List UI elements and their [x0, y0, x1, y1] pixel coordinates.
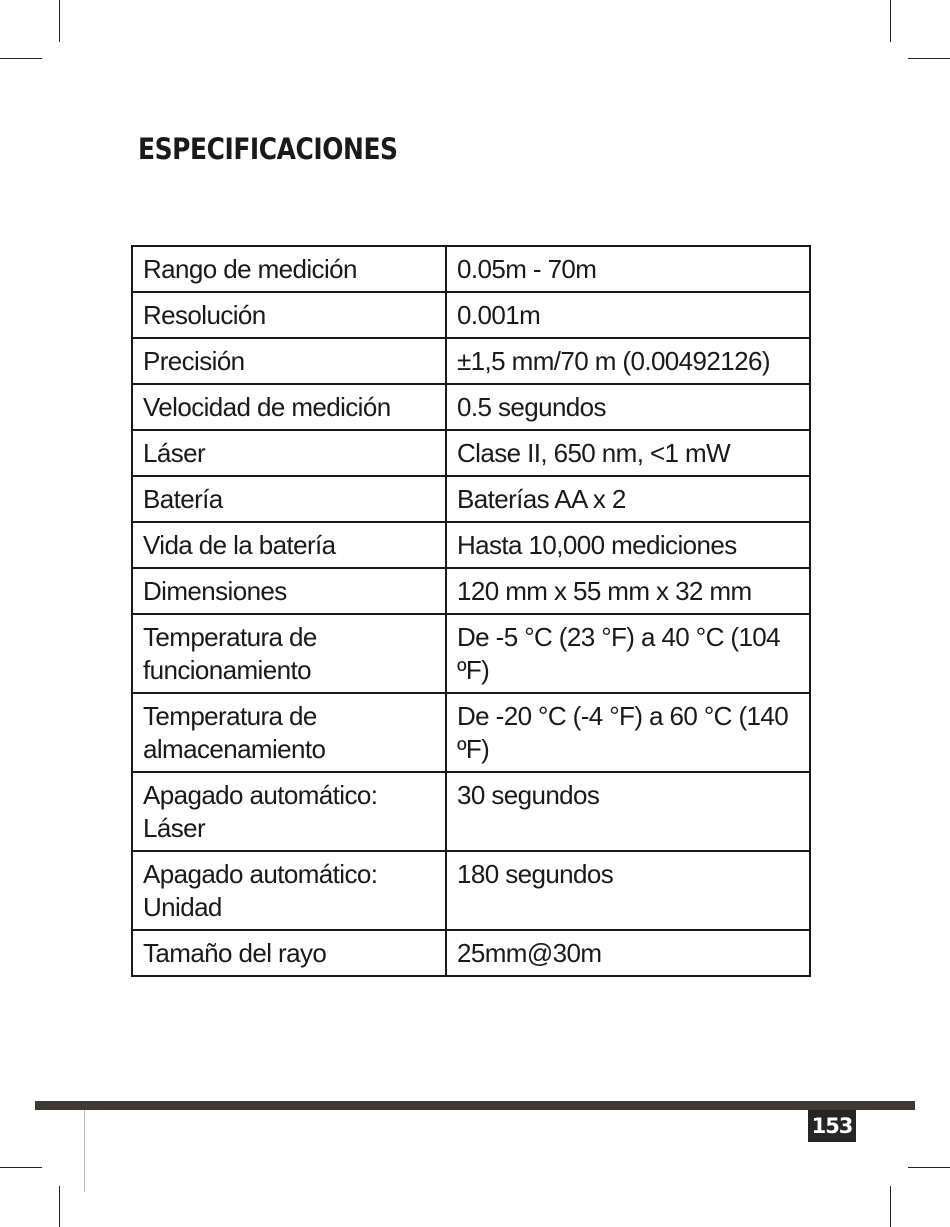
spec-label: Batería — [132, 476, 446, 522]
table-row — [132, 693, 810, 772]
spec-label: Láser — [132, 430, 446, 476]
table-row — [132, 292, 810, 338]
spec-label: Temperatura de almacenamiento — [132, 693, 446, 772]
table-row — [132, 476, 810, 522]
table-row — [132, 384, 810, 430]
spec-value: 180 segundos — [446, 851, 810, 930]
spec-label: Precisión — [132, 338, 446, 384]
table-row — [132, 338, 810, 384]
table-row — [132, 430, 810, 476]
spec-label: Tamaño del rayo — [132, 930, 446, 976]
spec-label: Dimensiones — [132, 568, 446, 614]
table-row — [132, 246, 810, 292]
spec-value: 25mm@30m — [446, 930, 810, 976]
spec-value: Hasta 10,000 mediciones — [446, 522, 810, 568]
spec-value: 0.5 segundos — [446, 384, 810, 430]
spec-value: 120 mm x 55 mm x 32 mm — [446, 568, 810, 614]
crop-mark — [890, 1186, 891, 1227]
spec-label: Vida de la batería — [132, 522, 446, 568]
spec-value: 30 segundos — [446, 772, 810, 851]
crop-mark — [0, 1167, 42, 1168]
crop-mark — [0, 58, 42, 59]
spec-value: Clase II, 650 nm, <1 mW — [446, 430, 810, 476]
table-row — [132, 930, 810, 976]
spec-value: Baterías AA x 2 — [446, 476, 810, 522]
table-row — [132, 522, 810, 568]
spec-label: Rango de medición — [132, 246, 446, 292]
spec-value: ±1,5 mm/70 m (0.00492126) — [446, 338, 810, 384]
crop-mark — [890, 0, 891, 42]
spec-label: Resolución — [132, 292, 446, 338]
footer-rule — [35, 1101, 915, 1110]
crop-mark — [59, 0, 60, 42]
spec-label: Apagado automático: Unidad — [132, 851, 446, 930]
spec-label: Temperatura de funcionamiento — [132, 614, 446, 693]
page-title: ESPECIFICACIONES — [138, 132, 398, 166]
spec-value: De -20 °C (-4 °F) a 60 °C (140 ºF) — [446, 693, 810, 772]
spec-label: Apagado automático: Láser — [132, 772, 446, 851]
crop-mark — [908, 58, 950, 59]
crop-mark — [908, 1167, 950, 1168]
footer-divider — [84, 1110, 85, 1192]
table-row — [132, 772, 810, 851]
table-row — [132, 614, 810, 693]
spec-label: Velocidad de medición — [132, 384, 446, 430]
spec-value: 0.001m — [446, 292, 810, 338]
crop-mark — [59, 1186, 60, 1227]
table-row — [132, 568, 810, 614]
page-number: 153 — [808, 1110, 856, 1142]
spec-value: 0.05m - 70m — [446, 246, 810, 292]
specifications-table — [131, 245, 811, 977]
spec-value: De -5 °C (23 °F) a 40 °C (104 ºF) — [446, 614, 810, 693]
table-row — [132, 851, 810, 930]
